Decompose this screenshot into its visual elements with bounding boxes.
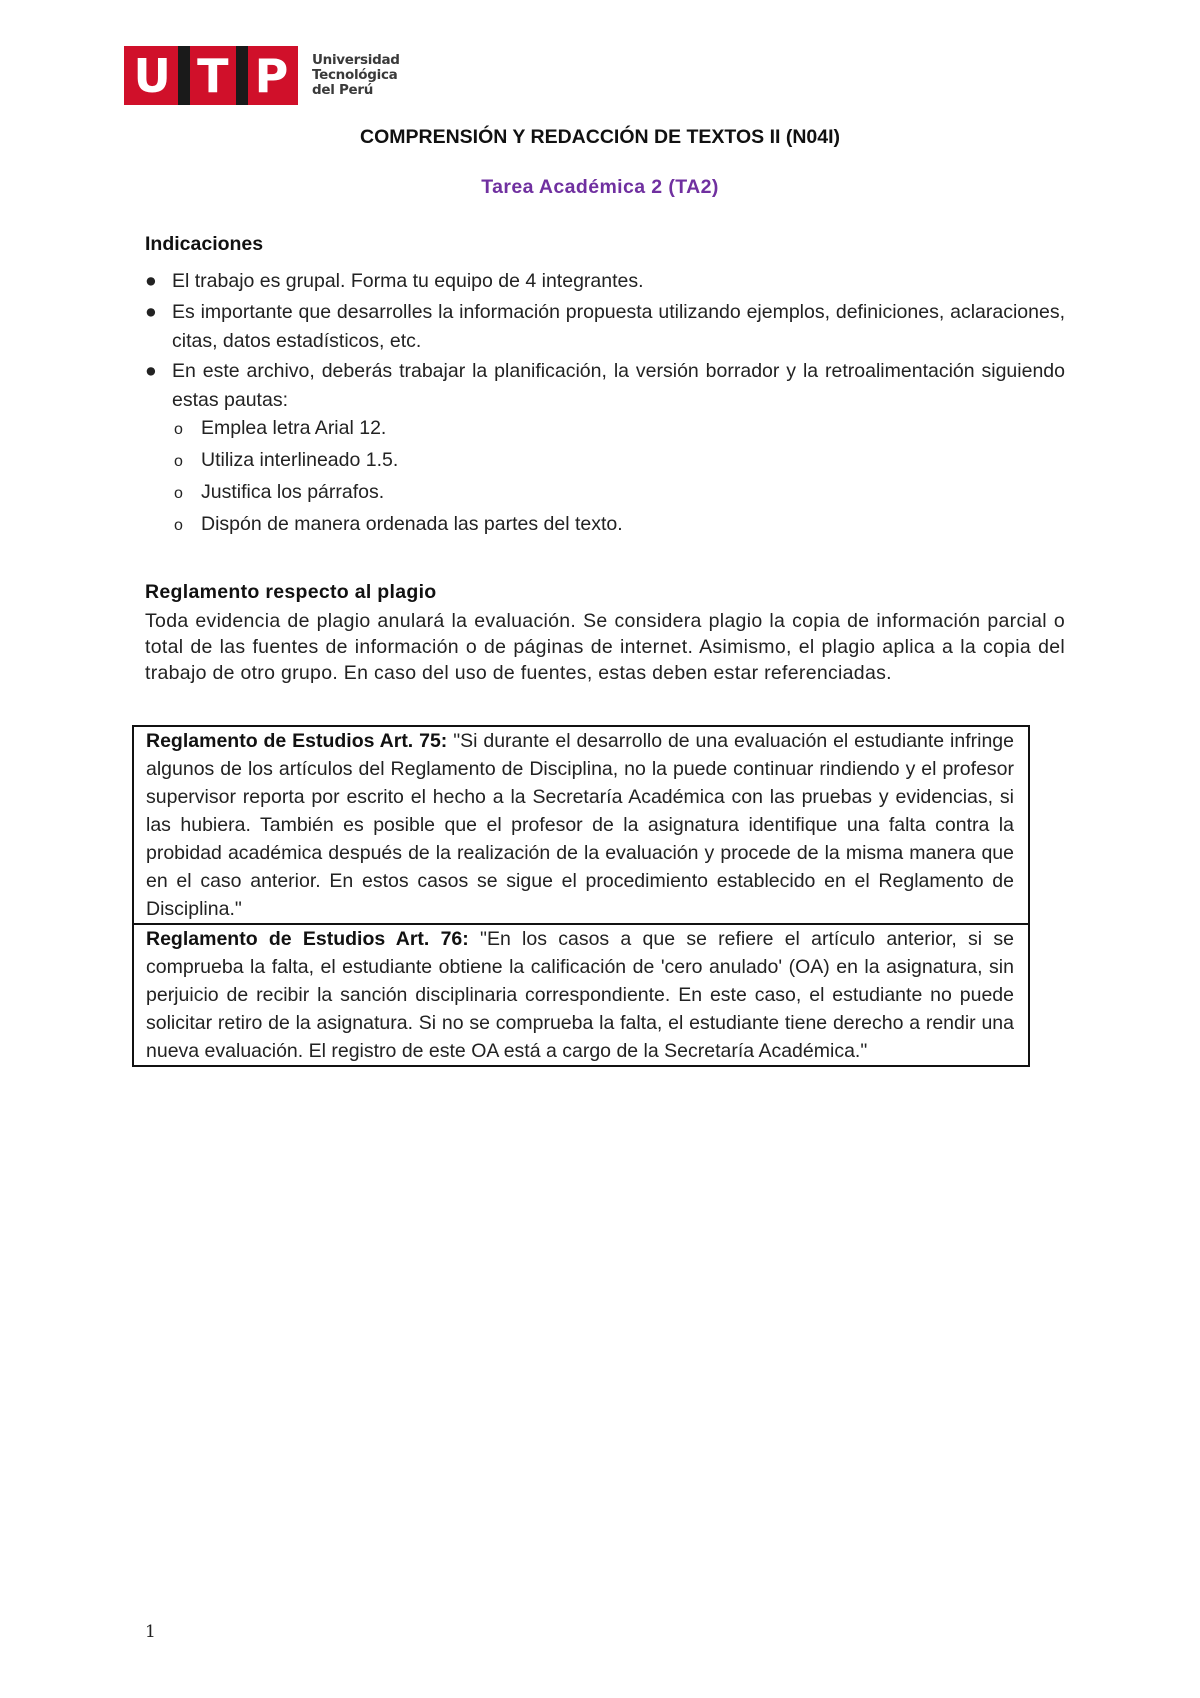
list-item-text: En este archivo, deberás trabajar la planificación, la versión borrador y la retroalimentación siguiendo estas pautas: [172,360,1065,411]
logo-letter-p: P [254,48,289,103]
list-item [172,414,623,446]
table-row [133,924,1029,1066]
list-item-text: Justifica los párrafos. [201,481,385,503]
list-item [172,478,623,510]
list-item-text: Utiliza interlineado 1.5. [201,449,399,471]
logo-mark [124,46,298,105]
logo-line-3: del Perú [312,82,374,98]
utp-logo [124,45,400,106]
reglamento-table [132,725,1030,1067]
plagio-paragraph: Toda evidencia de plagio anulará la evaluación. Se considera plagio la copia de información parcial o total de las fuentes de información o de páginas de internet. Asimismo, el plagio aplica a la copia del trabajo de otro grupo. En caso del uso de fuentes, estas deben estar referenciadas. [145,610,1065,684]
logo-separator [236,46,248,105]
list-item [145,357,1065,415]
bullet-icon: ● [145,301,157,323]
list-item-text: Emplea letra Arial 12. [201,417,387,439]
logo-separator [178,46,190,105]
indicaciones-list [145,267,1065,416]
page-number: 1 [145,1622,156,1642]
article-label: Reglamento de Estudios Art. 75: [146,730,448,752]
list-item-text: Dispón de manera ordenada las partes del texto. [201,513,623,535]
article-text: "En los casos a que se refiere el artículo anterior, si se comprueba la falta, el estudiante obtiene la calificación de 'cero anulado' (OA) en la asignatura, sin perjuicio de recibir la sanción disciplinaria correspondiente. En este caso, el estudiante no puede solicitar retiro de la asignatura. Si no se comprueba la falta, el estudiante tiene derecho a rendir una nueva evaluación. El registro de este OA está a cargo de la Secretaría Académica." [146,928,1014,1062]
table-cell [133,726,1029,924]
table-cell [133,924,1029,1066]
article-text: "Si durante el desarrollo de una evaluación el estudiante infringe algunos de los artículos del Reglamento de Disciplina, no la puede continuar rindiendo y el profesor supervisor reporta por escrito el hecho a la Secretaría Académica con las pruebas y evidencias, si las hubiera. También es posible que el profesor de la asignatura identifique una falta contra la probidad académica después de la realización de la evaluación y procede de la misma manera que en el caso anterior. En estos casos se sigue el procedimiento establecido en el Reglamento de Disciplina." [146,730,1014,920]
list-item [145,267,1065,297]
document-title: COMPRENSIÓN Y REDACCIÓN DE TEXTOS II (N04I) [360,126,840,148]
circle-bullet-icon: o [174,485,183,502]
bullet-icon: ● [145,360,157,382]
plagio-heading: Reglamento respecto al plagio [145,581,437,603]
logo-wordmark [312,53,400,98]
list-item-text: Es importante que desarrolles la información propuesta utilizando ejemplos, definiciones, aclaraciones, citas, datos estadísticos, etc. [172,301,1065,352]
article-label: Reglamento de Estudios Art. 76: [146,928,469,950]
indicaciones-heading: Indicaciones [145,233,264,255]
list-item [145,298,1065,356]
list-item-text: El trabajo es grupal. Forma tu equipo de 4 integrantes. [172,270,644,292]
bullet-icon: ● [145,270,157,292]
logo-letter-t: T [197,48,229,103]
document-subtitle: Tarea Académica 2 (TA2) [481,176,719,198]
list-item [172,510,623,542]
circle-bullet-icon: o [174,421,183,438]
logo-line-1: Universidad [312,52,400,68]
circle-bullet-icon: o [174,453,183,470]
table-row [133,726,1029,924]
circle-bullet-icon: o [174,517,183,534]
list-item [172,446,623,478]
logo-letter-u: U [133,48,171,103]
pautas-list [172,414,623,542]
logo-line-2: Tecnológica [312,67,398,83]
